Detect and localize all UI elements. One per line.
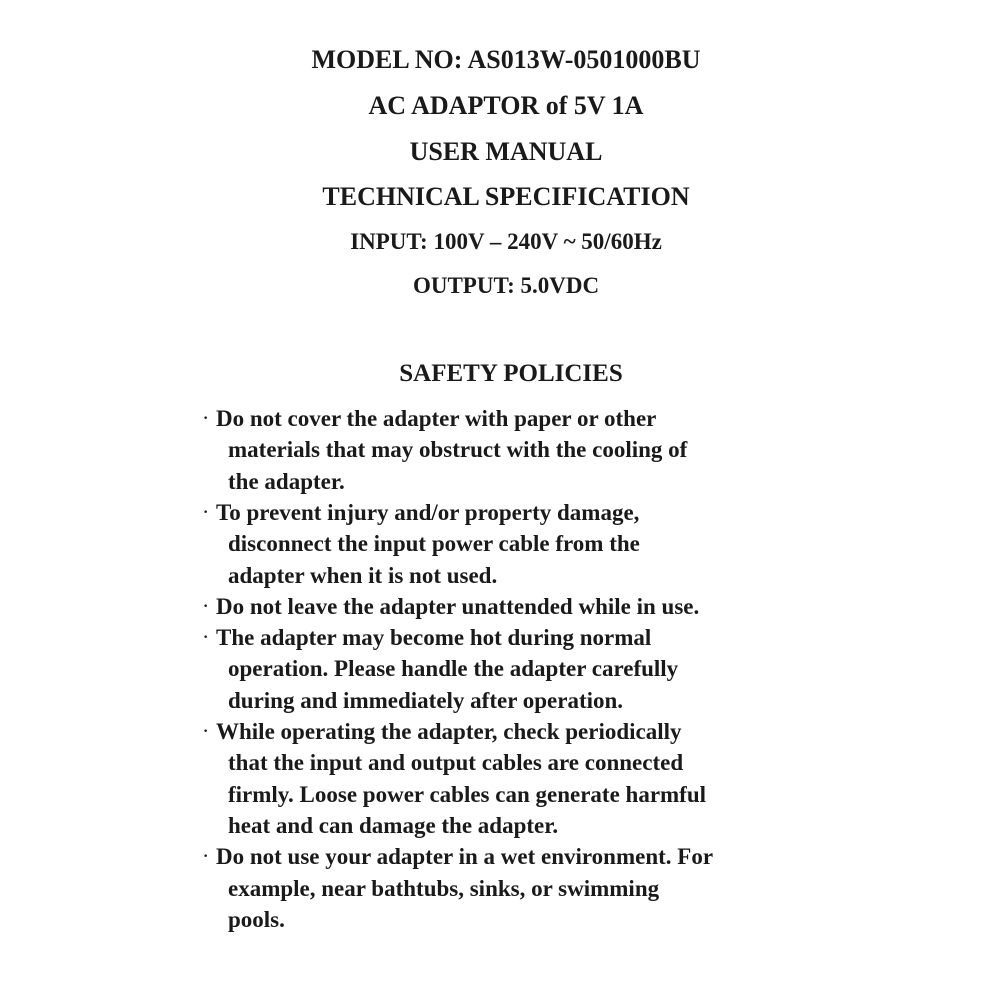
- safety-item-line: disconnect the input power cable from the: [228, 531, 640, 557]
- product-name: AC ADAPTOR of 5V 1A: [368, 91, 644, 120]
- safety-item-line: pools.: [228, 906, 285, 932]
- bullet-dot: ·: [203, 629, 209, 647]
- safety-item-line: To prevent injury and/or property damage,: [216, 499, 640, 525]
- safety-item-line: The adapter may become hot during normal: [216, 625, 652, 651]
- bullet-dot: ·: [203, 410, 209, 427]
- model-number: MODEL NO: AS013W-0501000BU: [311, 45, 701, 74]
- safety-item-line: operation. Please handle the adapter carefully: [228, 656, 679, 682]
- bullet-dot: ·: [203, 597, 209, 615]
- safety-item-line: during and immediately after operation.: [228, 687, 624, 713]
- bullet-dot: ·: [203, 723, 209, 740]
- safety-item-line: heat and can damage the adapter.: [228, 812, 559, 838]
- safety-item-line: that the input and output cables are connected: [228, 750, 684, 776]
- safety-item-line: Do not leave the adapter unattended while in use.: [216, 593, 700, 619]
- safety-item-line: Do not cover the adapter with paper or other: [216, 406, 657, 431]
- bullet-dot: ·: [203, 503, 209, 521]
- output-spec: OUTPUT: 5.0VDC: [412, 273, 600, 298]
- safety-title: SAFETY POLICIES: [399, 360, 623, 387]
- safety-item-line: example, near bathtubs, sinks, or swimming: [228, 875, 660, 901]
- safety-item-line: firmly. Loose power cables can generate harmful: [228, 781, 707, 807]
- document-type: USER MANUAL: [409, 137, 603, 166]
- input-spec: INPUT: 100V – 240V ~ 50/60Hz: [350, 229, 662, 254]
- bullet-dot: ·: [203, 848, 209, 866]
- safety-item-line: the adapter.: [228, 468, 345, 494]
- safety-item-line: adapter when it is not used.: [228, 562, 498, 588]
- safety-item-line: materials that may obstruct with the cooling of: [228, 437, 688, 463]
- safety-item-line: Do not use your adapter in a wet environment. For: [216, 844, 714, 870]
- spec-title: TECHNICAL SPECIFICATION: [322, 182, 690, 211]
- safety-item-line: While operating the adapter, check periodically: [216, 719, 682, 744]
